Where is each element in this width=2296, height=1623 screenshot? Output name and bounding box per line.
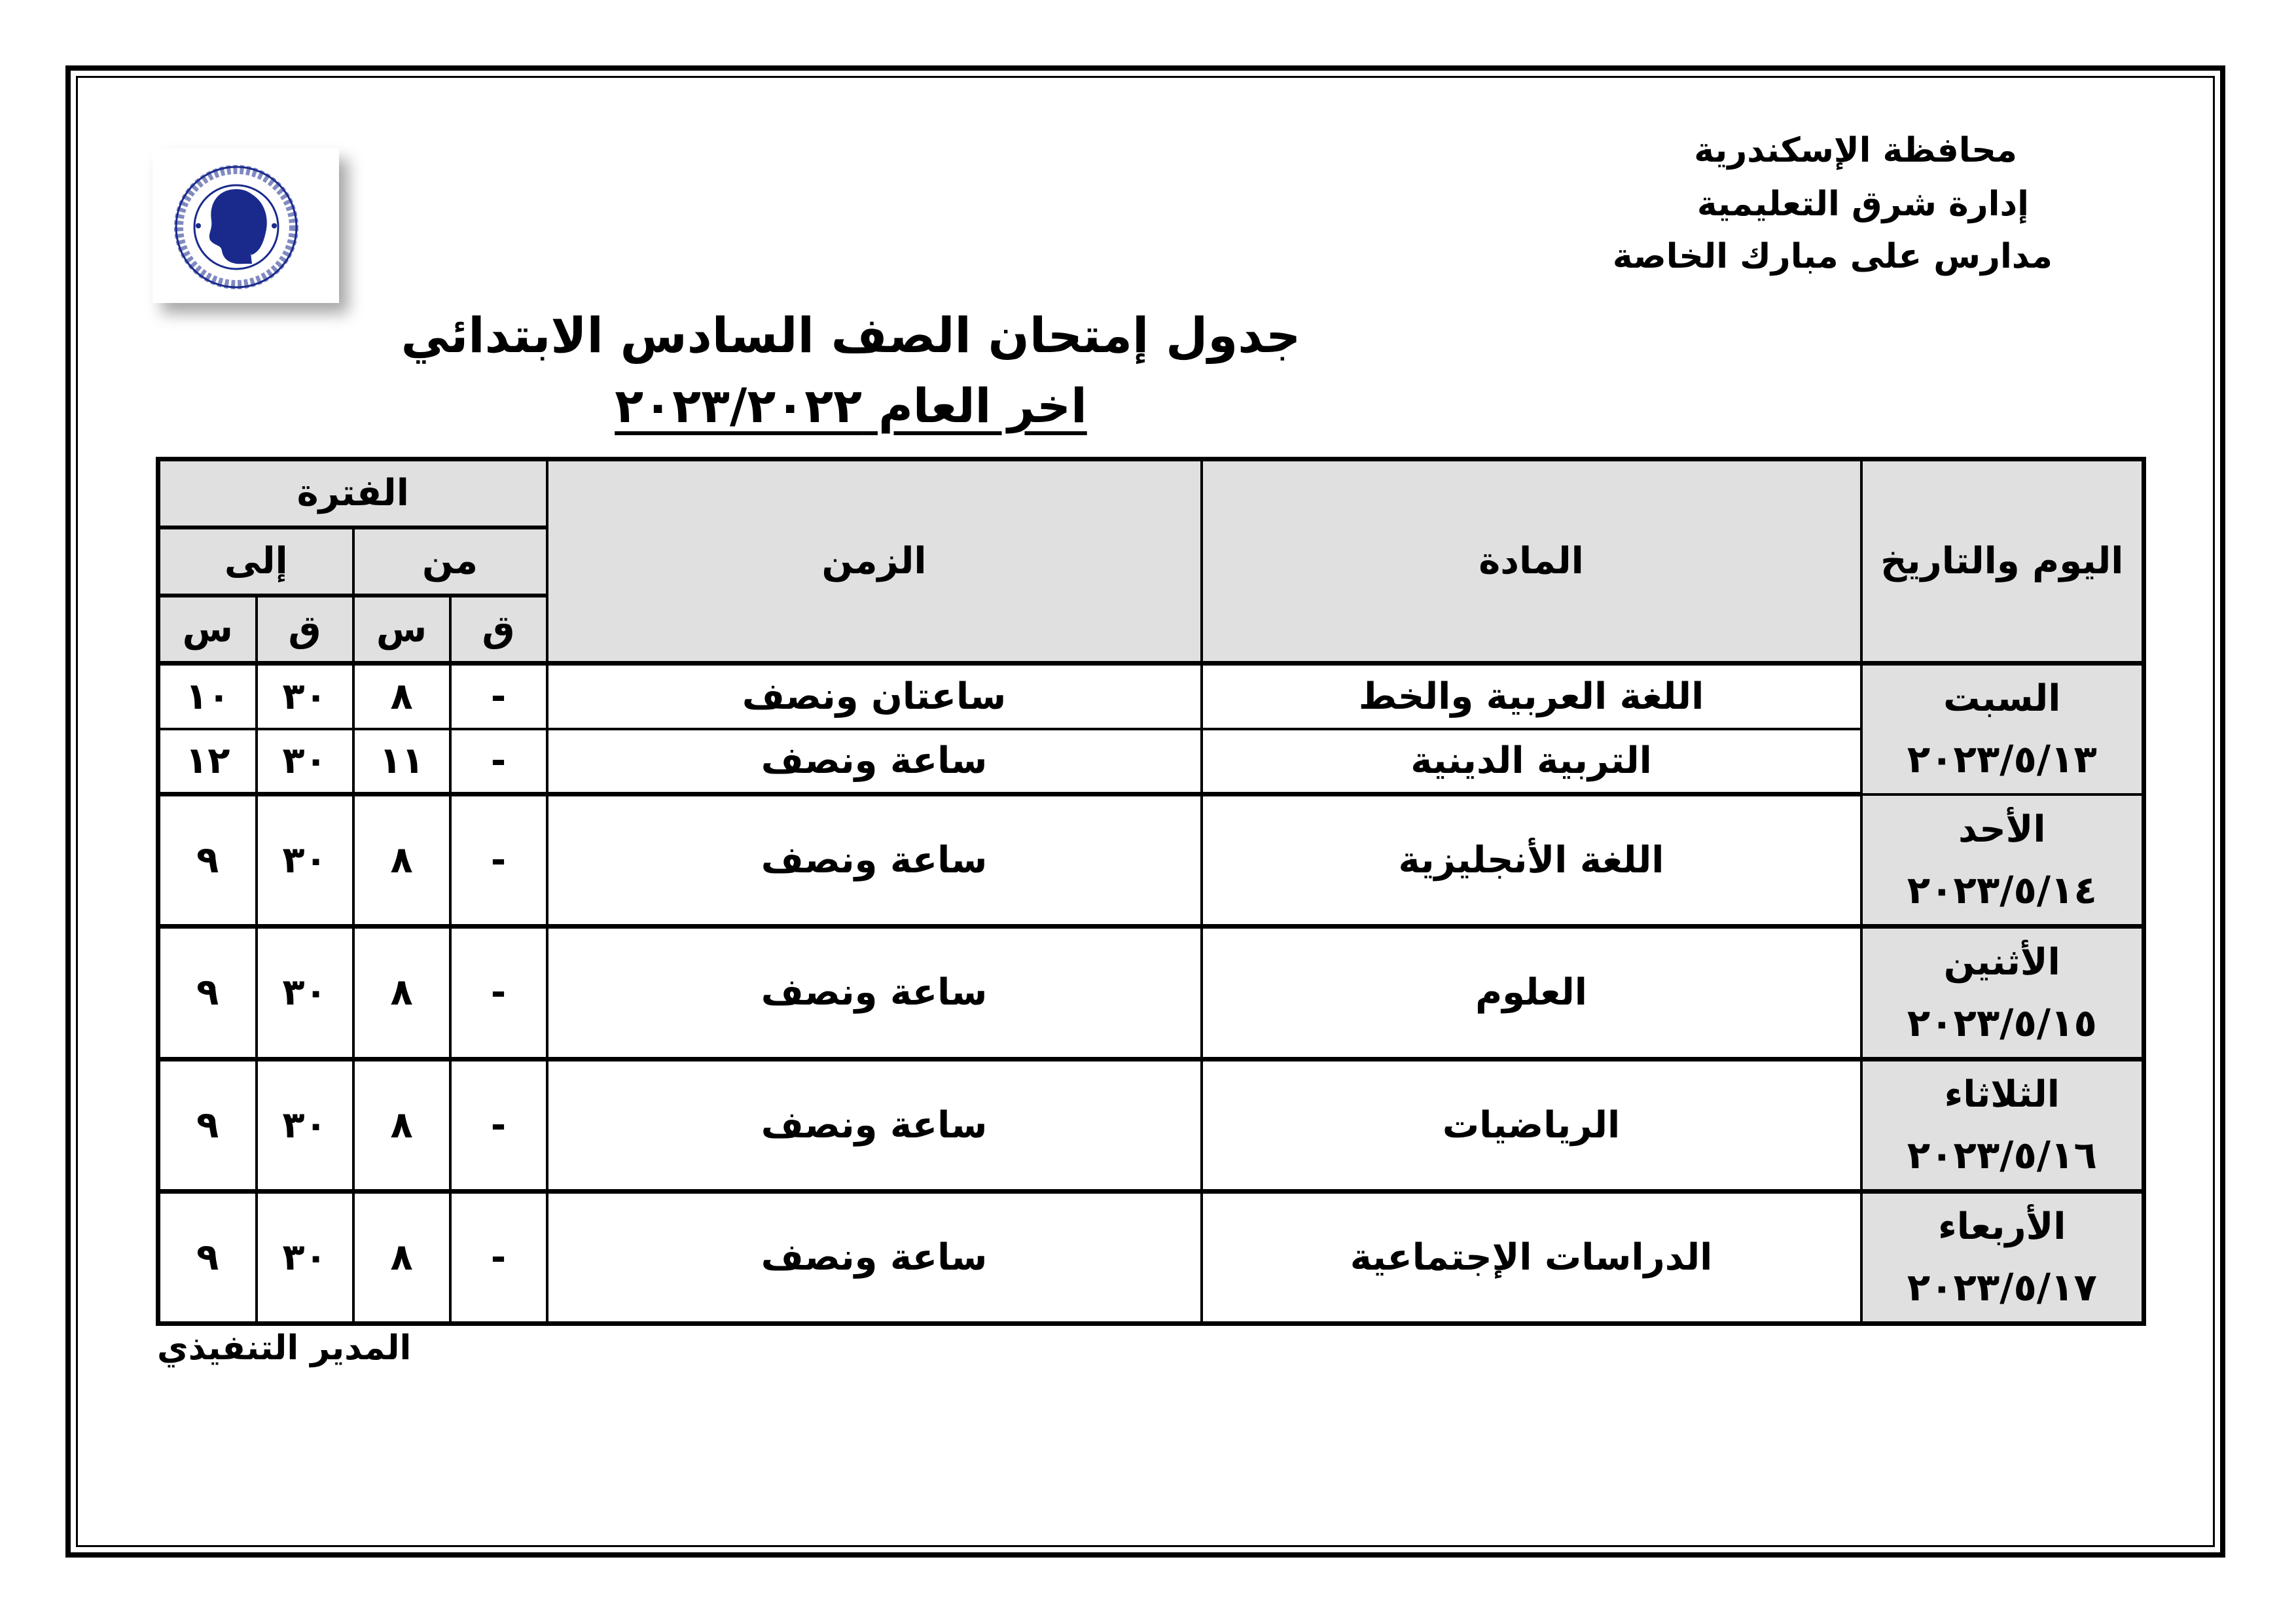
to-minute-cell: ٣٠ xyxy=(257,729,353,794)
from-minute-cell: - xyxy=(450,1191,547,1323)
to-minute-cell: ٣٠ xyxy=(257,927,353,1059)
table-row xyxy=(158,927,2144,1059)
from-minute-cell: - xyxy=(450,664,547,729)
from-hour-cell: ٨ xyxy=(353,794,450,927)
table-row xyxy=(158,664,2144,729)
from-hour-cell: ١١ xyxy=(353,729,450,794)
header-to-hour: س xyxy=(158,596,257,664)
exam-date: ٢٠٢٣/٥/١٧ xyxy=(1907,1265,2097,1310)
to-minute-cell: ٣٠ xyxy=(257,664,353,729)
from-minute-cell: - xyxy=(450,729,547,794)
duration-cell: ساعتان ونصف xyxy=(547,664,1202,729)
page-title: جدول إمتحان الصف السادس الابتدائي xyxy=(401,308,1301,364)
header-period: الفترة xyxy=(158,459,547,527)
exam-schedule-table xyxy=(156,457,2146,1326)
subject-cell: الرياضيات xyxy=(1202,1059,1861,1191)
day-name: الثلاثاء xyxy=(1944,1073,2060,1116)
to-hour-cell: ١٢ xyxy=(158,729,257,794)
day-date-cell xyxy=(1861,1059,2144,1191)
signature-label: المدير التنفيذي xyxy=(157,1329,412,1368)
table-row xyxy=(158,794,2144,927)
to-hour-cell: ٩ xyxy=(158,927,257,1059)
table-row xyxy=(158,1059,2144,1191)
from-minute-cell: - xyxy=(450,927,547,1059)
table-row xyxy=(158,729,2144,794)
to-minute-cell: ٣٠ xyxy=(257,1191,353,1323)
header-to: إلى xyxy=(158,527,353,596)
duration-cell: ساعة ونصف xyxy=(547,1191,1202,1323)
header-from: من xyxy=(353,527,547,596)
duration-cell: ساعة ونصف xyxy=(547,729,1202,794)
day-date-cell xyxy=(1861,664,2144,794)
day-date-cell xyxy=(1861,794,2144,927)
duration-cell: ساعة ونصف xyxy=(547,1059,1202,1191)
day-date-cell xyxy=(1861,1191,2144,1323)
school-logo xyxy=(152,149,339,303)
exam-date: ٢٠٢٣/٥/١٦ xyxy=(1907,1133,2097,1178)
day-name: السبت xyxy=(1943,677,2061,721)
from-hour-cell: ٨ xyxy=(353,927,450,1059)
day-name: الأحد xyxy=(1958,808,2046,851)
subject-cell: العلوم xyxy=(1202,927,1861,1059)
table-row xyxy=(158,1191,2144,1323)
to-hour-cell: ٩ xyxy=(158,1191,257,1323)
governorate-name: محافظة الإسكندرية xyxy=(1694,131,2017,170)
from-hour-cell: ٨ xyxy=(353,1191,450,1323)
header-from-minute: ق xyxy=(450,596,547,664)
header-duration: الزمن xyxy=(547,459,1202,664)
school-name: مدارس على مبارك الخاصة xyxy=(1612,237,2053,276)
to-hour-cell: ٩ xyxy=(158,1059,257,1191)
exam-date: ٢٠٢٣/٥/١٤ xyxy=(1907,868,2097,913)
to-minute-cell: ٣٠ xyxy=(257,1059,353,1191)
from-minute-cell: - xyxy=(450,794,547,927)
subject-cell: التربية الدينية xyxy=(1202,729,1861,794)
subject-cell: اللغة الأنجليزية xyxy=(1202,794,1861,927)
day-name: الأثنين xyxy=(1943,940,2060,984)
day-name: الأربعاء xyxy=(1938,1205,2066,1249)
to-minute-cell: ٣٠ xyxy=(257,794,353,927)
header-day-date: اليوم والتاريخ xyxy=(1861,459,2144,664)
to-hour-cell: ١٠ xyxy=(158,664,257,729)
subject-cell: الدراسات الإجتماعية xyxy=(1202,1191,1861,1323)
header-from-hour: س xyxy=(353,596,450,664)
page-subtitle xyxy=(0,378,1702,433)
exam-date: ٢٠٢٣/٥/١٥ xyxy=(1907,1000,2097,1045)
school-seal-icon xyxy=(152,149,339,303)
from-minute-cell: - xyxy=(450,1059,547,1191)
header-subject: المادة xyxy=(1202,459,1861,664)
exam-date: ٢٠٢٣/٥/١٣ xyxy=(1907,737,2097,782)
subtitle-text: اخر العام ٢٠٢٣/٢٠٢٢ xyxy=(615,378,1087,433)
duration-cell: ساعة ونصف xyxy=(547,794,1202,927)
header-to-minute: ق xyxy=(257,596,353,664)
day-date-cell xyxy=(1861,927,2144,1059)
duration-cell: ساعة ونصف xyxy=(547,927,1202,1059)
administration-name: إدارة شرق التعليمية xyxy=(1696,185,2029,224)
subject-cell: اللغة العربية والخط xyxy=(1202,664,1861,729)
to-hour-cell: ٩ xyxy=(158,794,257,927)
from-hour-cell: ٨ xyxy=(353,664,450,729)
from-hour-cell: ٨ xyxy=(353,1059,450,1191)
